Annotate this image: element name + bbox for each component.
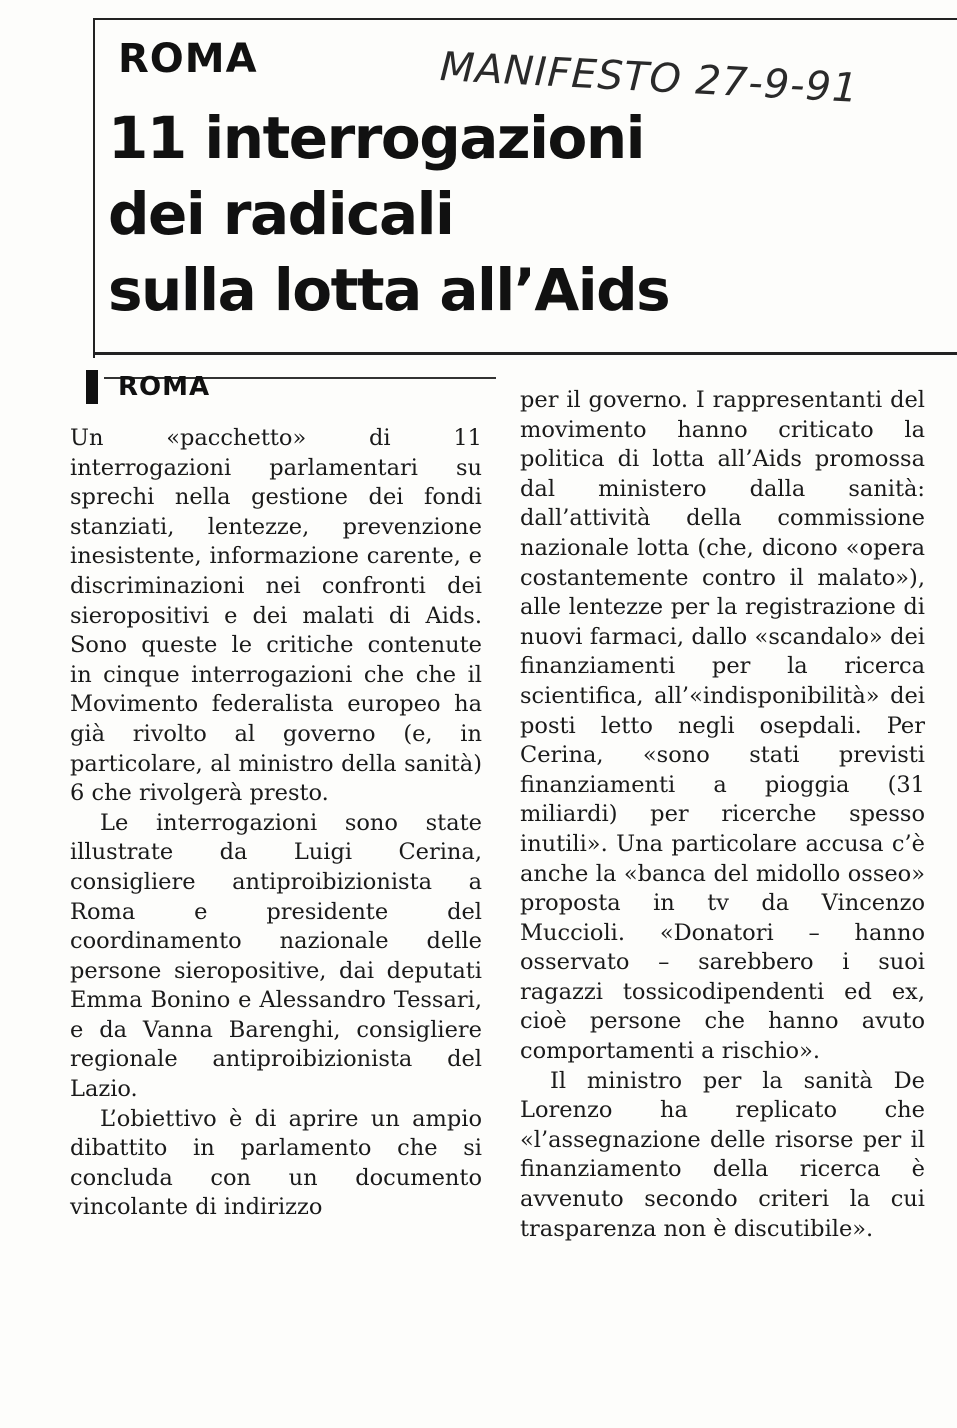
headline-line: 11 interrogazioni xyxy=(108,104,645,172)
header-top-rule xyxy=(95,18,957,20)
article-column-1 xyxy=(70,424,482,1223)
headline xyxy=(108,100,669,328)
header-left-rule xyxy=(93,18,95,358)
paragraph: Un «pacchetto» di 11 interrogazioni parlamentari su sprechi nella gestione dei fondi stanziati, lentezze, prevenzione inesistente, informazione carente, e discriminazioni nei confronti dei sieropositivi e dei malati di Aids. Sono queste le critiche contenute in cinque interrogazioni che che il Movimento federalista europeo ha già rivolto al governo (e, in particolare, al ministro della sanità) 6 che rivolgerà presto. xyxy=(70,425,482,807)
headline-line: sulla lotta all’Aids xyxy=(108,256,670,324)
kicker: ROMA xyxy=(118,36,258,82)
paragraph: Il ministro per la sanità De Lorenzo ha replicato che «l’assegnazione delle risorse per il finanziamento della ricerca è avvenuto secondo criteri la cui trasparenza non è discutibile». xyxy=(520,1067,925,1242)
headline-line: dei radicali xyxy=(108,180,454,248)
article-column-2 xyxy=(520,386,925,1244)
dateline-bar xyxy=(86,370,98,404)
paragraph: Le interrogazioni sono state illustrate da Luigi Cerina, consigliere antiproibizionista a Roma e presidente del coordinamento nazionale delle persone sieropositive, dai deputati Emma Bonino e Alessandro Tessari, e da Vanna Barenghi, consigliere regionale antiproibizionista del Lazio. xyxy=(70,809,482,1103)
paragraph: L’obiettivo è di aprire un ampio dibattito in parlamento che si concluda con un documento vincolante di indirizzo xyxy=(70,1105,482,1221)
handwritten-note: MANIFESTO 27-9-91 xyxy=(438,44,860,112)
dateline: ROMA xyxy=(118,372,211,402)
header-bottom-rule xyxy=(93,352,957,355)
paragraph: per il governo. I rappresentanti del movimento hanno criticato la politica di lotta all’Aids promossa dal ministero dalla sanità: dall’attività della commissione nazionale lotta (che, dicono «opera costantemente contro il malato»), alle lentezze per la registrazione di nuovi farmaci, dallo «scandalo» dei finanziamenti per la ricerca scientifica, all’«indisponibilità» dei posti letto negli osepdali. Per Cerina, «sono stati previsti finanziamenti a pioggia (31 miliardi) per ricerche spesso inutili». Una particolare accusa c’è anche la «banca del midollo osseo» proposta in tv da Vincenzo Muccioli. «Donatori – hanno osservato – sarebbero i suoi ragazzi tossicodipendenti ed ex, cioè persone che hanno avuto comportamenti a rischio». xyxy=(520,387,925,1065)
dateline-block xyxy=(86,368,498,410)
